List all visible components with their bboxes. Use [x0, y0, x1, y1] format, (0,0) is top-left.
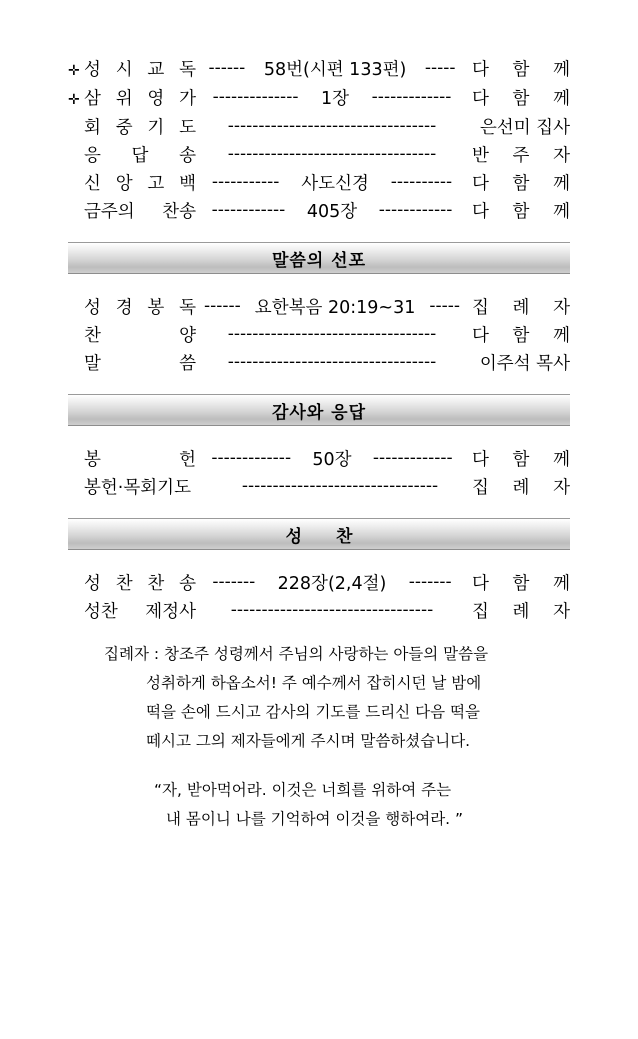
section-title: 성 찬: [285, 526, 367, 547]
order-item-person: 다 함 께: [472, 174, 571, 194]
order-row: [68, 570, 570, 598]
order-item-title: 성찬 제정사: [84, 602, 196, 622]
order-item-person: 다 함 께: [472, 89, 570, 109]
liturgy-line: 성취하게 하옵소서! 주 예수께서 잡히시던 날 밤에: [146, 674, 482, 692]
spacer: [68, 284, 570, 294]
section-header-proclamation: [68, 242, 570, 274]
leader-dots: --------------------------------: [241, 476, 439, 496]
order-item-person: 이주석 목사: [479, 354, 570, 374]
leader-dots: ----------------------------------: [227, 116, 437, 136]
order-row: [68, 350, 570, 378]
order-of-service-part1: [68, 56, 570, 226]
order-row: [68, 474, 570, 502]
trail-dots: -----: [429, 296, 460, 316]
order-row: [68, 114, 570, 142]
order-item-detail: 요한복음 20:19~31: [254, 298, 416, 318]
order-item-title: 성 경 봉 독: [84, 298, 196, 318]
order-item-title: 성 찬 찬 송: [84, 574, 196, 594]
leader-dots: ----------------------------------: [227, 144, 437, 164]
order-item-person: 다 함 께: [472, 574, 571, 594]
order-row: [68, 85, 570, 114]
order-item-person: 집 례 자: [472, 602, 570, 622]
order-item-title: 말 씀: [84, 354, 196, 374]
order-item-title: 삼 위 영 가: [84, 89, 196, 109]
cross-icon: ✛: [68, 63, 80, 79]
order-row: [68, 56, 570, 85]
leader-dots: ------: [208, 58, 246, 78]
order-of-service-communion: [68, 570, 570, 626]
order-item-title: 성 시 교 독: [84, 60, 196, 80]
order-item-person: 다 함 께: [472, 60, 570, 80]
section-header-communion: [68, 518, 570, 550]
order-item-title: 봉 헌: [84, 450, 196, 470]
spacer: [68, 436, 570, 446]
leader-dots: -------: [212, 572, 256, 592]
order-item-detail: 50장: [312, 450, 352, 470]
leader-dots: ------------: [211, 200, 286, 220]
leader-dots: ---------------------------------: [230, 600, 434, 620]
order-item-title: 회 중 기 도: [84, 118, 196, 138]
trail-dots: -------------: [371, 87, 452, 107]
trail-dots: ------------: [378, 200, 453, 220]
liturgy-line: 집례자 : 창조주 성령께서 주님의 사랑하는 아들의 말씀을: [104, 645, 489, 663]
order-item-person: 다 함 께: [472, 202, 570, 222]
leader-dots: --------------: [212, 87, 299, 107]
trail-dots: -----: [424, 58, 456, 78]
order-item-person: 반 주 자: [472, 146, 570, 166]
spacer: [68, 560, 570, 570]
order-row: [68, 446, 570, 474]
order-row: [68, 142, 570, 170]
order-row: [68, 294, 570, 322]
order-item-title: 신 앙 고 백: [84, 174, 196, 194]
order-item-person: 집 례 자: [472, 298, 570, 318]
order-item-detail: 58번(시편 133편): [263, 60, 407, 80]
trail-dots: ----------: [390, 172, 453, 192]
order-item-detail: 1장: [321, 89, 350, 109]
order-item-title: 금주의 찬송: [84, 202, 196, 222]
section-title: 말씀의 선포: [271, 250, 367, 271]
order-item-person: 은선미 집사: [479, 118, 570, 138]
order-item-title: 응 답 송: [84, 146, 196, 166]
trail-dots: -------: [408, 572, 452, 592]
communion-words-of-institution: [68, 776, 570, 834]
order-row: [68, 198, 570, 226]
section-title: 감사와 응답: [271, 402, 367, 423]
order-of-service-thanksgiving: [68, 446, 570, 502]
order-of-service-proclamation: [68, 294, 570, 378]
order-row: [68, 598, 570, 626]
leader-dots: -------------: [211, 448, 292, 468]
order-item-detail: 사도신경: [301, 174, 369, 194]
cross-icon: ✛: [68, 92, 80, 108]
order-item-title: 봉헌·목회기도: [84, 478, 191, 498]
leader-dots: ----------------------------------: [227, 352, 437, 372]
liturgy-line: 떡을 손에 드시고 감사의 기도를 드리신 다음 떡을: [146, 703, 480, 721]
order-item-person: 집 례 자: [472, 478, 570, 498]
leader-dots: ----------------------------------: [227, 324, 437, 344]
quote-line: “자, 받아먹어라. 이것은 너희를 위하여 주는: [154, 781, 452, 799]
order-row: [68, 322, 570, 350]
order-item-title: 찬 양: [84, 326, 196, 346]
communion-liturgy-text: [68, 640, 570, 756]
trail-dots: -------------: [372, 448, 453, 468]
leader-dots: -----------: [211, 172, 280, 192]
liturgy-line: 떼시고 그의 제자들에게 주시며 말씀하셨습니다.: [146, 732, 471, 750]
order-item-person: 다 함 께: [472, 326, 570, 346]
quote-line: 내 몸이니 나를 기억하여 이것을 행하여라. ”: [166, 810, 464, 828]
order-item-detail: 405장: [306, 202, 358, 222]
order-row: [68, 170, 570, 198]
order-item-detail: 228장(2,4절): [277, 574, 387, 594]
leader-dots: ------: [203, 296, 241, 316]
order-item-person: 다 함 께: [472, 450, 570, 470]
section-header-thanksgiving: [68, 394, 570, 426]
